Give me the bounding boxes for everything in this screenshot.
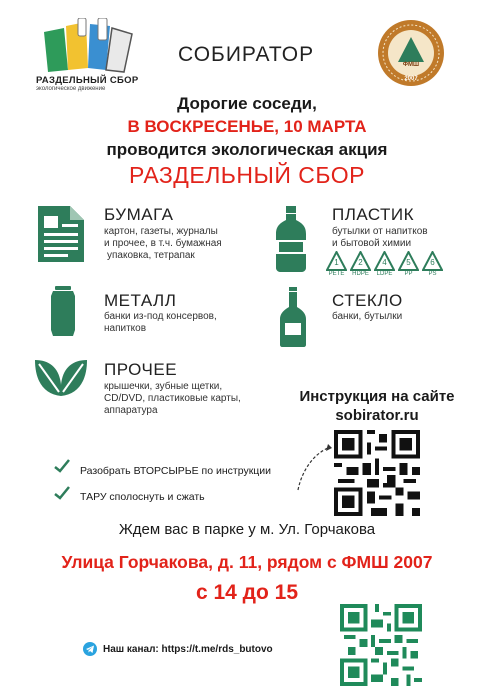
leaves-icon (33, 358, 89, 398)
recycle-code-label: PP (404, 271, 413, 277)
plastic-bottle-icon (276, 206, 306, 272)
event-date: В ВОСКРЕСЕНЬЕ, 10 МАРТА (127, 117, 367, 136)
step-item (54, 455, 271, 477)
address: Улица Горчакова, д. 11, рядом с ФМШ 2007 (61, 552, 433, 572)
sobirator-logo (178, 40, 315, 70)
recycle-code-label: PS (428, 271, 437, 277)
plastic-desc-line: и бытовой химии (332, 238, 412, 249)
paper-desc-line: упаковка, тетрапак (107, 250, 195, 261)
glass-title: СТЕКЛО (332, 291, 403, 310)
sobirator-logo-text: СОБИРАТОР (178, 43, 315, 66)
bins-icon (36, 18, 146, 73)
plastic-title: ПЛАСТИК (332, 205, 415, 224)
step-item (54, 483, 205, 503)
paper-title: БУМАГА (104, 205, 174, 224)
school-seal-bottom: 2007 (404, 76, 418, 82)
glass-desc-line: банки, бутылки (332, 311, 403, 322)
metal-desc-line: напитков (104, 323, 147, 334)
recycle-code-label: PETE (328, 271, 345, 277)
can-icon (51, 286, 75, 336)
glass-description (332, 311, 402, 323)
other-desc-line: аппаратура (104, 405, 158, 416)
paper-icon (38, 206, 84, 262)
qr-code-channel[interactable] (340, 604, 422, 686)
recycle-code: 5 PP (398, 251, 419, 277)
school-seal (376, 18, 446, 88)
plastic-desc-line: бутылки от напитков (332, 226, 428, 237)
step-text: Разобрать ВТОРСЫРЬЕ по инструкции (80, 465, 272, 477)
qr-code-site[interactable] (334, 430, 420, 516)
paper-desc-line: и прочее, в т.ч. бумажная (104, 238, 222, 249)
recycle-code-label: HDPE (352, 271, 369, 277)
telegram-channel-text: Наш канал: https://t.me/rds_butovo (103, 643, 273, 655)
instruction-title: Инструкция на сайте (299, 388, 455, 405)
event-description: проводится экологическая акция (106, 140, 388, 159)
instruction-site[interactable]: sobirator.ru (335, 407, 419, 424)
checkmark-icon (54, 459, 70, 473)
metal-title: МЕТАЛЛ (104, 291, 177, 310)
other-description (104, 381, 241, 417)
step-text: ТАРУ сполоснуть и сжать (80, 491, 205, 503)
paper-description (104, 226, 222, 262)
metal-description (104, 311, 217, 335)
telegram-icon (83, 642, 97, 656)
recycle-code: 6 PS (422, 251, 443, 277)
other-title: ПРОЧЕЕ (104, 360, 178, 379)
telegram-channel[interactable] (83, 642, 273, 656)
other-desc-line: крышечки, зубные щетки, (104, 381, 223, 392)
paper-desc-line: картон, газеты, журналы (104, 226, 218, 237)
metal-desc-line: банки из-под консервов, (104, 311, 217, 322)
plastic-description (332, 226, 428, 250)
recycle-codes (326, 251, 443, 277)
rds-logo-subtitle: экологическое движение (36, 86, 106, 92)
rds-logo-title: РАЗДЕЛЬНЫЙ СБОР (36, 75, 139, 86)
event-title: РАЗДЕЛЬНЫЙ СБОР (129, 162, 365, 188)
greeting: Дорогие соседи, (177, 94, 317, 113)
rds-logo (36, 18, 146, 98)
checkmark-icon (54, 486, 70, 500)
meeting-place: Ждем вас в парке у м. Ул. Горчакова (118, 521, 376, 538)
arrow-to-qr-icon (294, 440, 334, 492)
school-seal-center: ФМШ (402, 62, 420, 68)
recycle-code-label: LDPE (376, 271, 393, 277)
recycle-code: 4 LDPE (374, 251, 395, 277)
event-time: с 14 до 15 (195, 581, 299, 604)
other-desc-line: CD/DVD, пластиковые карты, (104, 393, 241, 404)
recycle-code: 1 PETE (326, 251, 347, 277)
glass-bottle-icon (280, 287, 306, 347)
recycle-code: 2 HDPE (350, 251, 371, 277)
